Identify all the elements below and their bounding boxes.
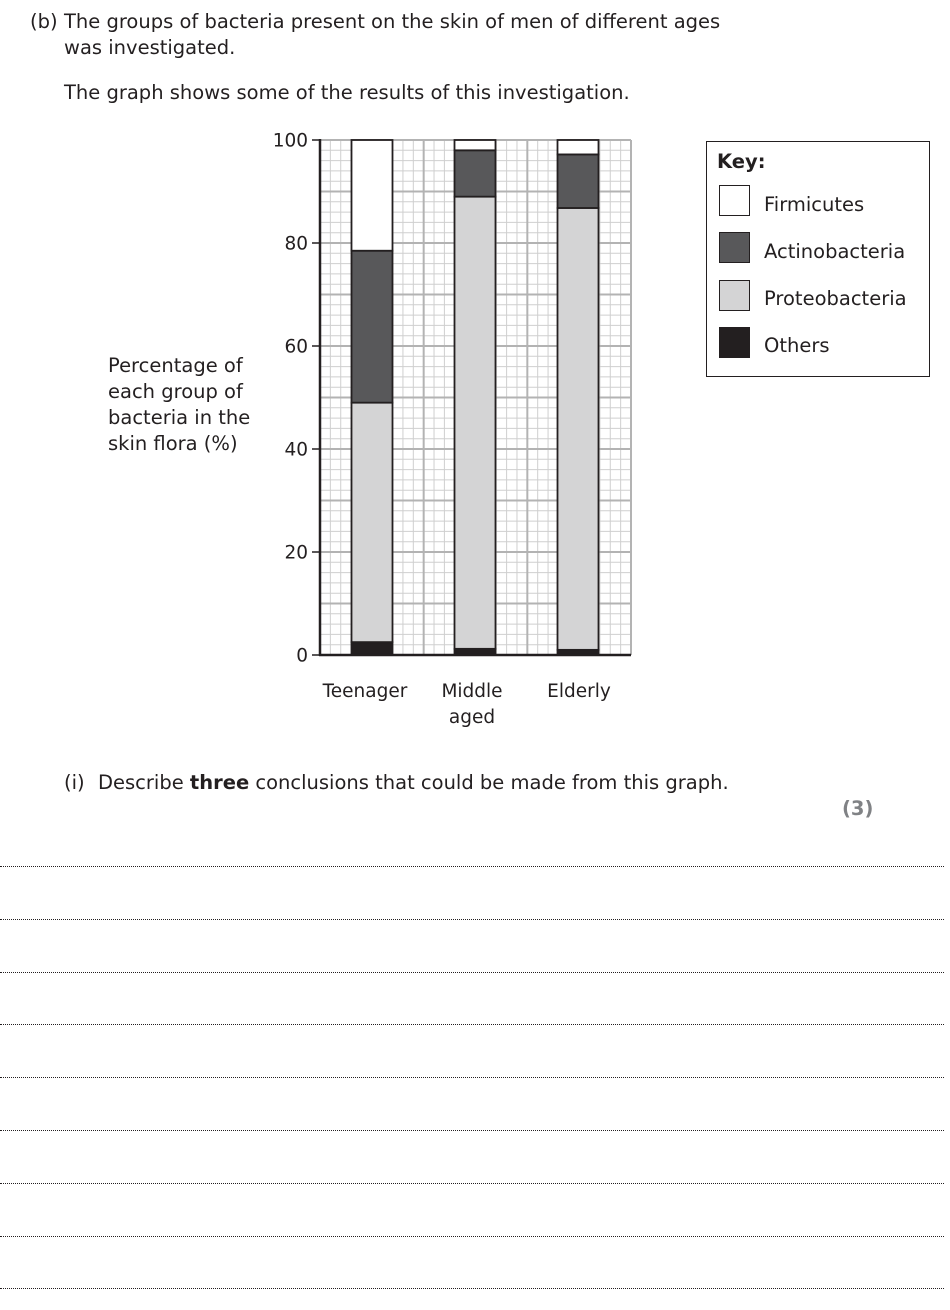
bar-segment-actinobacteria-teenager	[352, 251, 393, 403]
answer-line[interactable]	[0, 866, 944, 867]
legend	[706, 141, 930, 377]
legend-label-firmicutes: Firmicutes	[764, 193, 865, 216]
legend-swatch-proteobacteria	[719, 280, 750, 311]
answer-line[interactable]	[0, 972, 944, 973]
question-text-after: conclusions that could be made from this graph.	[249, 771, 729, 794]
x-tick-labels	[322, 681, 611, 728]
intro-text-line-1: The groups of bacteria present on the skin of men of different ages	[64, 10, 721, 33]
answer-line[interactable]	[0, 919, 944, 920]
answer-line[interactable]	[0, 1236, 944, 1237]
graph-caption: The graph shows some of the results of this investigation.	[64, 81, 630, 104]
y-tick-label: 100	[272, 130, 308, 152]
bar-segment-firmicutes-elderly	[558, 140, 599, 154]
bar-segment-proteobacteria-middle-aged	[455, 197, 496, 649]
marks-indicator: (3)	[842, 797, 874, 820]
legend-label-actinobacteria: Actinobacteria	[764, 240, 906, 263]
x-tick-label: Middle aged	[441, 681, 503, 728]
bar-segment-actinobacteria-middle-aged	[455, 150, 496, 196]
part-label: (b)	[30, 10, 58, 33]
y-ticks	[273, 131, 320, 667]
y-tick-label: 0	[296, 645, 308, 667]
x-tick-label: Teenager	[322, 681, 408, 702]
bar-segment-actinobacteria-elderly	[558, 154, 599, 208]
legend-swatch-others	[719, 327, 750, 358]
y-tick-label: 40	[284, 439, 308, 461]
y-tick-label: 20	[284, 542, 308, 564]
answer-line[interactable]	[0, 1077, 944, 1078]
answer-line[interactable]	[0, 1024, 944, 1025]
question-text-bold: three	[189, 771, 250, 794]
y-tick-label: 80	[284, 233, 308, 255]
legend-label-proteobacteria: Proteobacteria	[764, 287, 907, 310]
legend-swatch-firmicutes	[719, 185, 750, 216]
bar-segment-firmicutes-teenager	[352, 140, 393, 251]
answer-line[interactable]	[0, 1288, 944, 1289]
question-text-before: Describe	[98, 771, 190, 794]
bar-segment-others-teenager	[352, 642, 393, 655]
bars	[352, 140, 599, 655]
legend-label-others: Others	[764, 334, 830, 357]
legend-swatch-actinobacteria	[719, 232, 750, 263]
answer-line[interactable]	[0, 1130, 944, 1131]
bar-segment-firmicutes-middle-aged	[455, 140, 496, 150]
bar-segment-proteobacteria-teenager	[352, 403, 393, 642]
x-tick-label: Elderly	[547, 681, 611, 702]
bar-segment-proteobacteria-elderly	[558, 208, 599, 650]
y-tick-label: 60	[284, 336, 308, 358]
y-axis-label: Percentage of each group of bacteria in the skin flora (%)	[108, 354, 251, 455]
subpart-question	[98, 770, 729, 796]
subpart-label: (i)	[64, 771, 85, 794]
legend-title: Key:	[717, 150, 766, 173]
intro-text-line-2: was investigated.	[64, 36, 236, 59]
answer-line[interactable]	[0, 1183, 944, 1184]
